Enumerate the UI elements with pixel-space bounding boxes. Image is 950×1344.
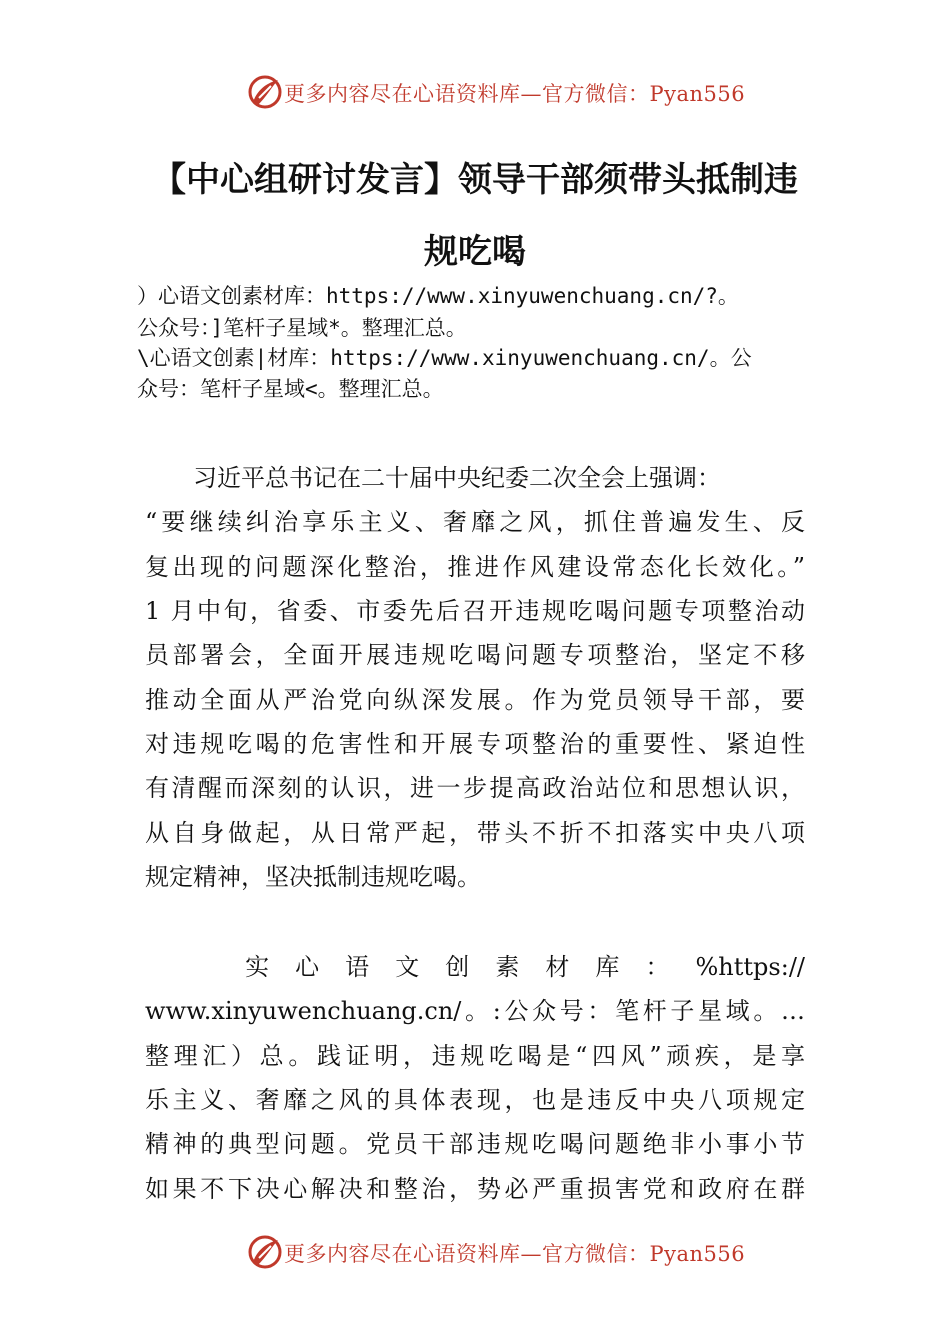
paragraph-line: 推动全面从严治党向纵深发展。作为党员领导干部，要 (145, 686, 805, 714)
ribbon-logo-icon (245, 72, 285, 112)
paragraph-line: 乐主义、奢靡之风的具体表现，也是违反中央八项规定 (145, 1086, 805, 1114)
paragraph-line: 习近平总书记在二十届中央纪委二次全会上强调： (145, 464, 721, 492)
paragraph-line: 精神的典型问题。党员干部违规吃喝问题绝非小事小节 (145, 1130, 805, 1158)
paragraph-line: 复出现的问题深化整治，推进作风建设常态化长效化。” (145, 553, 805, 581)
paragraph-line: “要继续纠治享乐主义、奢靡之风，抓住普遍发生、反 (145, 508, 805, 536)
header-banner (0, 68, 950, 118)
banner-text: 更多内容尽在心语资料库—官方微信：Pyan556 (284, 1242, 746, 1266)
document-title-line-1: 【中心组研讨发言】领导干部须带头抵制违 (152, 160, 798, 200)
paragraph-line: 员部署会，全面开展违规吃喝问题专项整治，坚定不移 (145, 641, 805, 669)
banner-text: 更多内容尽在心语资料库—官方微信：Pyan556 (284, 82, 746, 106)
paragraph-line: 从自身做起，从日常严起，带头不折不扣落实中央八项 (145, 819, 805, 847)
source-line: \心语文创素|材库：https://www.xinyuwenchuang.cn/。公 (137, 346, 752, 370)
paragraph-line: 有清醒而深刻的认识，进一步提高政治站位和思想认识， (145, 774, 805, 802)
paragraph-line: 规定精神，坚决抵制违规吃喝。 (145, 863, 481, 891)
document-title-line-2: 规吃喝 (424, 232, 526, 272)
source-line: 众号：笔杆子星域<。整理汇总。 (137, 377, 444, 401)
paragraph-line: 对违规吃喝的危害性和开展专项整治的重要性、紧迫性 (145, 730, 805, 758)
ribbon-logo-icon (245, 1232, 285, 1272)
source-line: 公众号：]笔杆子星域*。整理汇总。 (137, 316, 467, 340)
paragraph-line: 如果不下决心解决和整治，势必严重损害党和政府在群 (145, 1175, 805, 1203)
paragraph-line: 整理汇）总。践证明，违规吃喝是“四风”顽疾，是享 (145, 1042, 805, 1070)
paragraph-line: www.xinyuwenchuang.cn/。:公众号：笔杆子星域。… (145, 997, 805, 1025)
footer-banner (0, 1228, 950, 1278)
paragraph-line: 1 月中旬，省委、市委先后召开违规吃喝问题专项整治动 (145, 597, 805, 625)
source-line: ）心语文创素材库：https://www.xinyuwenchuang.cn/?。 (137, 284, 739, 308)
paragraph-line: 实心语文创素材库：%https:// (145, 953, 805, 981)
